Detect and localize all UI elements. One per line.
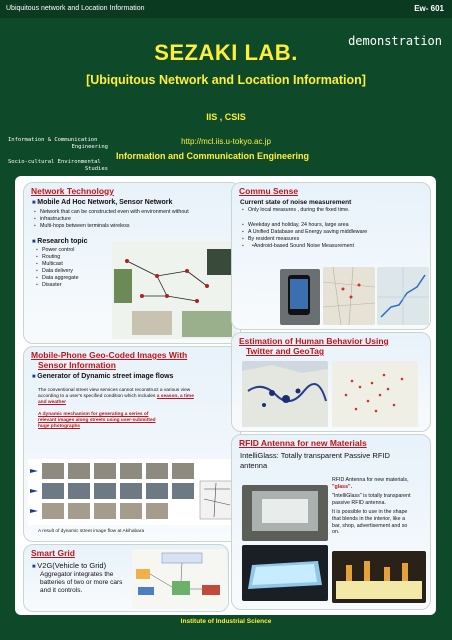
rfid-lead: IntelliGlass: Totally transparent Passive RFID antenna (240, 451, 390, 470)
commu-bullet: ▪ Weekday and holiday, 24 hours, large area (242, 222, 430, 229)
rfid-bullets: RFID Antenna for new materials, "glass". "IntelliGlass" is totally transparent passive RFID antenna. It is possible to use in the shape that blends in the interior, like a bar, shop, advertisement and so on. (332, 477, 411, 536)
top-bar (0, 0, 452, 18)
network-bullets (34, 209, 240, 230)
rfid-title: RFID Antenna for new Materials (239, 438, 367, 448)
glass-table-image (242, 545, 328, 601)
commu-bullets-a (242, 207, 430, 214)
topic-item: ▪ Disaster (36, 282, 240, 289)
content-area (15, 176, 436, 615)
department-name: Information and Communication Engineering (116, 151, 310, 161)
route-map-image (377, 267, 429, 325)
lit-bar-counter-image (332, 551, 426, 603)
topic-item: ▪ Multicast (36, 261, 240, 268)
panel-network-technology (23, 182, 241, 344)
network-lead: ■ Mobile Ad Hoc Network, Sensor Network (32, 199, 240, 206)
smart-grid-title: Smart Grid (31, 548, 75, 558)
top-bar-title: Ubiquitous network and Location Information (6, 5, 145, 12)
network-bullet: ▪ Network that can be constructed even with environment without (34, 209, 240, 216)
footer-institute: Institute of Industrial Science (180, 618, 272, 625)
commu-bullets-b (242, 222, 430, 250)
panel-rfid (231, 434, 431, 610)
tweet-density-map-image (332, 361, 418, 427)
research-topic-title: ■ Research topic (32, 238, 240, 245)
institute-short: IIS , CSIS (206, 112, 246, 122)
panel-smart-grid (23, 544, 229, 612)
panel-commu-sense (231, 182, 431, 330)
mobile-title-line-1: Mobile-Phone Geo-Coded Images With (31, 350, 188, 360)
commu-sub-bullet: ▪ •Android-based Sound Noise Measurement (242, 243, 430, 250)
glass-antenna-image (242, 485, 328, 541)
tokyo-map-image (242, 361, 328, 427)
network-bullet-cont: ▪ infrastructure (34, 216, 240, 223)
smart-grid-text: Aggregator integrates the batteries of two or more cars and it controls. (40, 571, 123, 594)
network-title: Network Technology (31, 186, 114, 196)
smart-grid-lead: ■ V2G(Vehicle to Grid) (32, 561, 228, 570)
network-diagram-image (112, 241, 237, 339)
mobile-mechanism: A dynamic mechanism for generating a series of relevant images along streets using user-submitted huge photographs (38, 412, 156, 429)
affiliation-ice: Information & Communication Engineering (8, 137, 108, 150)
lab-title: SEZAKI LAB. (154, 40, 298, 65)
poster-code: Ew- 601 (414, 4, 444, 13)
topic-item: ▪ Data delivery (36, 268, 240, 275)
mobile-lead: ■ Generator of Dynamic street image flows (32, 373, 240, 380)
panel-twitter-geotag (231, 332, 431, 432)
twitter-title-line-1: Estimation of Human Behavior Using (239, 336, 389, 346)
commu-lead: Current state of noise measurement (240, 199, 352, 206)
mobile-description: The conventional street view services cannot reconstruct a various view according to a user's specified condition which includes a season, a time and weather (38, 388, 194, 405)
topic-item: ▪ Power control (36, 247, 240, 254)
lab-url[interactable]: http://mcl.iis.u-tokyo.ac.jp (181, 137, 271, 146)
poster-subtitle: [Ubiquitous Network and Location Information] (86, 73, 366, 87)
mobile-title-line-2: Sensor Information (38, 360, 116, 370)
commu-title: Commu Sense (239, 186, 299, 196)
commu-bullet: ▪ By resident measures (242, 236, 430, 243)
affiliation-socio: Socio-cultural Environmental Studies (8, 159, 108, 172)
panel-mobile-geo-images (23, 346, 241, 542)
smartphone-image (280, 269, 320, 325)
network-bullet: ▪ Multi-hops between terminals wireless (34, 223, 240, 230)
street-image-flow (28, 459, 238, 525)
commu-bullet: ▪ Only local measures , during the fixed time. (242, 207, 430, 214)
twitter-title-line-2: Twitter and GeoTag (246, 346, 325, 356)
street-image-caption: A result of dynamic street image flow at Akihabara (38, 529, 145, 534)
commu-bullet: ▪ A Unified Database and Energy saving middleware (242, 229, 430, 236)
smart-grid-diagram (132, 549, 226, 609)
noise-map-image (323, 267, 375, 325)
topic-item: ▪ Data aggregate (36, 275, 240, 282)
topic-item: ▪ Routing (36, 254, 240, 261)
demonstration-label: demonstration (348, 34, 442, 48)
